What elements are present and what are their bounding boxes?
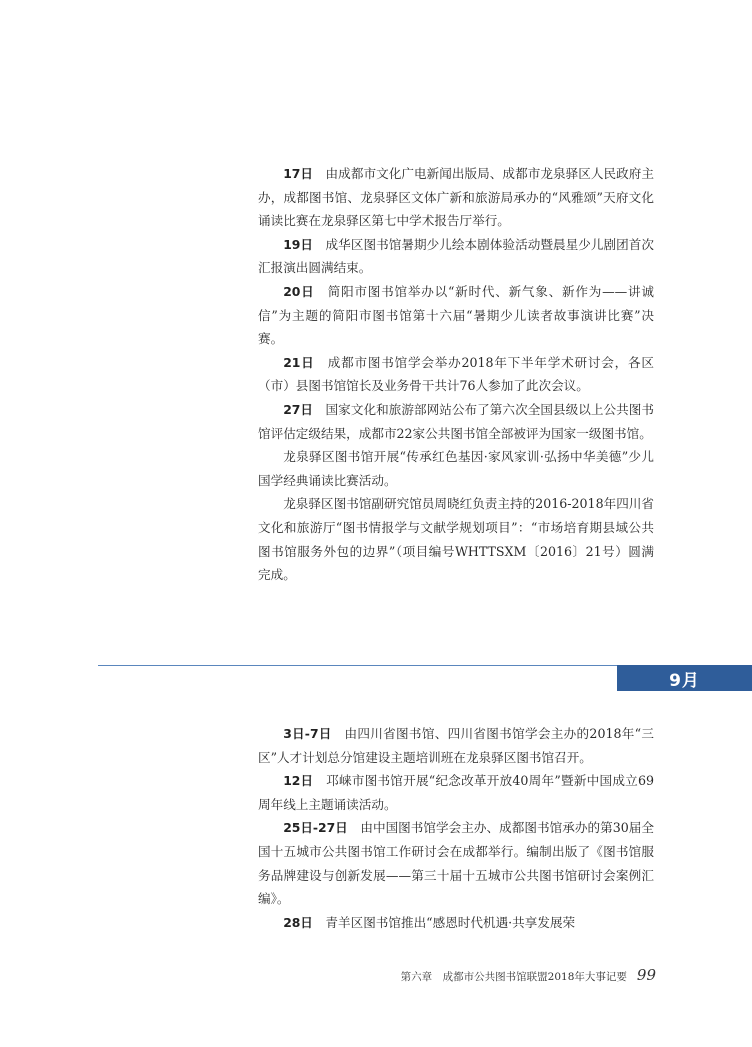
entry xyxy=(258,233,654,280)
september-entries xyxy=(258,722,654,934)
entry xyxy=(258,280,654,351)
month-header xyxy=(617,665,752,691)
entry-text: 邛崃市图书馆开展“纪念改革开放40周年”暨新中国成立69周年线上主题诵读活动。 xyxy=(258,773,655,812)
page-footer xyxy=(401,966,656,984)
chapter-title: 第六章 成都市公共图书馆联盟2018年大事记要 xyxy=(400,971,627,983)
month-label: 9月 xyxy=(669,670,700,691)
entry-text: 成华区图书馆暑期少儿绘本剧体验活动暨晨星少儿剧团首次汇报演出圆满结束。 xyxy=(258,236,655,276)
entry-text: 成都市图书馆学会举办2018年下半年学术研讨会，各区（市）县图书馆馆长及业务骨干共计76人参加了此次会议。 xyxy=(258,354,654,394)
entry-text: 青羊区图书馆推出“感恩时代机遇·共享发展荣 xyxy=(325,914,576,930)
entry-date: 25日-27日 xyxy=(283,820,348,836)
entry-text: 由成都市文化广电新闻出版局、成都市龙泉驿区人民政府主办，成都图书馆、龙泉驿区文体广新和旅游局承办的“风雅颂”天府文化诵读比赛在龙泉驿区第七中学术报告厅举行。 xyxy=(258,166,655,229)
entry xyxy=(258,398,654,445)
entry-text: 龙泉驿区图书馆开展“传承红色基因·家风家训·弘扬中华美德”少儿国学经典诵读比赛活动。 xyxy=(258,449,654,488)
entry-date: 17日 xyxy=(283,166,313,181)
entry xyxy=(258,816,654,910)
entry-text: 由中国图书馆学会主办、成都图书馆承办的第30届全国十五城市公共图书馆工作研讨会在成都举行。编制出版了《图书馆服务品牌建设与创新发展——第三十届十五城市公共图书馆研讨会案例汇编》。 xyxy=(258,820,654,907)
entry xyxy=(258,351,654,398)
entry-text: 龙泉驿区图书馆副研究馆员周晓红负责主持的2016-2018年四川省文化和旅游厅“图书情报学与文献学规划项目”：“市场培育期县域公共图书馆服务外包的边界”（项目编号WHTTSXM〔2016〕21号）圆满完成。 xyxy=(258,496,654,583)
entry-date: 12日 xyxy=(283,773,314,789)
entry xyxy=(258,162,654,233)
entry-date: 28日 xyxy=(283,914,313,930)
entry-text: 由四川省图书馆、四川省图书馆学会主办的2018年“三区”人才计划总分馆建设主题培训班在龙泉驿区图书馆召开。 xyxy=(258,726,655,765)
entry-date: 20日 xyxy=(283,283,315,299)
entry xyxy=(258,445,654,492)
entry-text: 国家文化和旅游部网站公布了第六次全国县级以上公共图书馆评估定级结果，成都市22家公共图书馆全部被评为国家一级图书馆。 xyxy=(258,401,655,441)
entry xyxy=(258,492,654,586)
entry-date: 21日 xyxy=(283,354,315,370)
august-entries xyxy=(258,162,654,587)
entry-text: 简阳市图书馆举办以“新时代、新气象、新作为——讲诚信”为主题的简阳市图书馆第十六届“暑期少儿读者故事演讲比赛”决赛。 xyxy=(258,283,654,347)
entry-date: 19日 xyxy=(283,236,313,252)
entry-date: 3日-7日 xyxy=(283,726,332,741)
entry-date: 27日 xyxy=(283,401,313,417)
page-number: 99 xyxy=(636,966,656,984)
entry xyxy=(258,769,654,816)
entry xyxy=(258,911,654,935)
entry xyxy=(258,722,654,769)
